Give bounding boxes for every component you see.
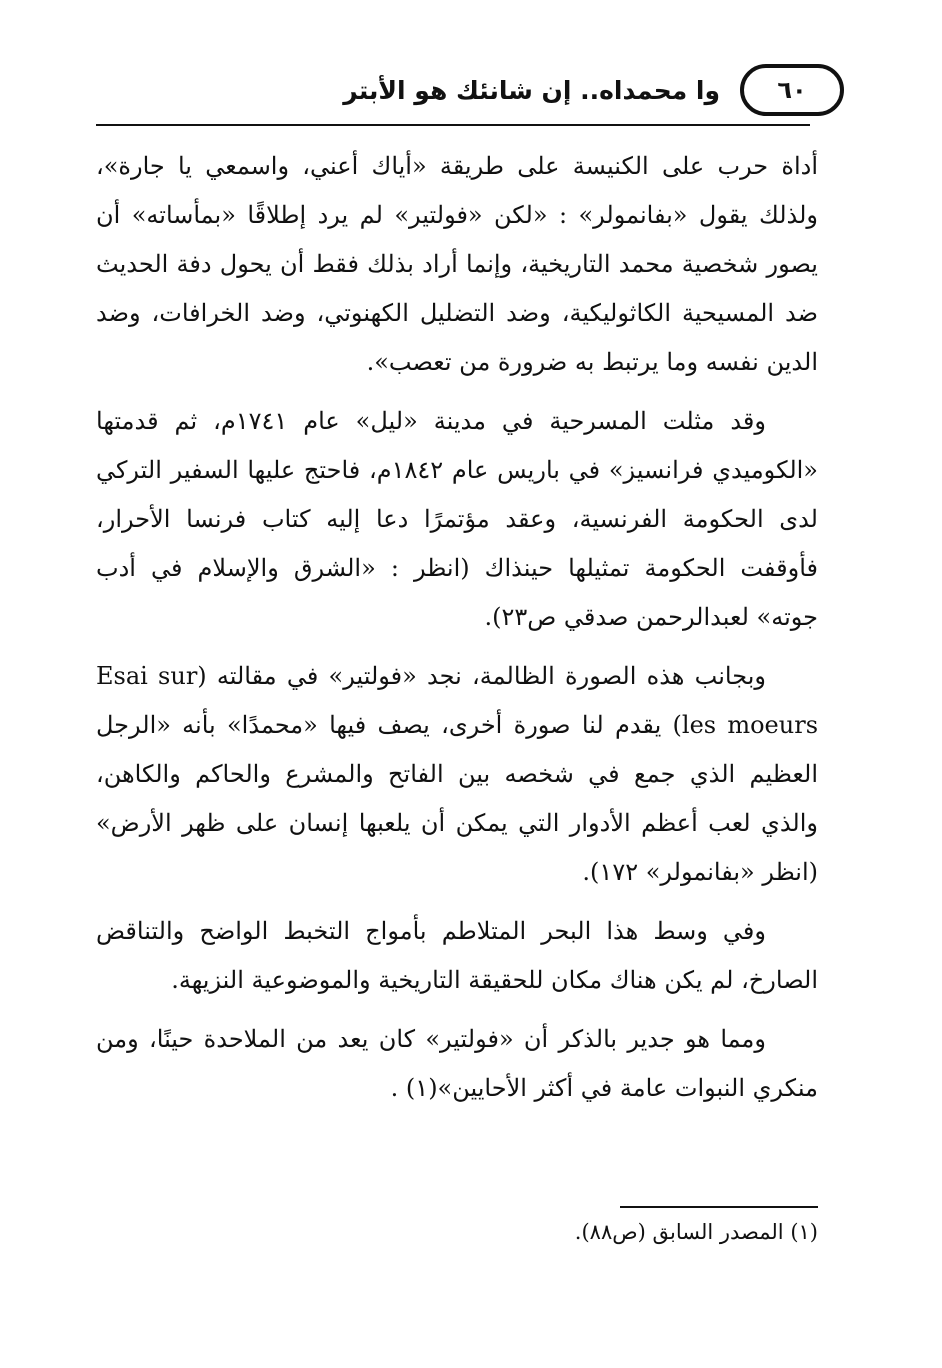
- paragraph-3: وبجانب هذه الصورة الظالمة، نجد «فولتير» في مقالته (Esai sur les moeurs) يقدم لنا صورة أخرى، يصف فيها «محمدًا» بأنه «الرجل العظيم الذي جمع في شخصه بين الفاتح والمشرع والحاكم والكاهن، والذي لعب أعظم الأدوار التي يمكن أن يلعبها إنسان على ظهر الأرض» (انظر «بفانمولر» ١٧٢).: [96, 662, 819, 886]
- paragraph-1: أداة حرب على الكنيسة على طريقة «أياك أعني، واسمعي يا جارة»، ولذلك يقول «بفانمولر» : «لكن «فولتير» لم يرد إطلاقًا «بمأساته» أن يصور شخصية محمد التاريخية، وإنما أراد بذلك فقط أن يحول دفة الحديث ضد المسيحية الكاثوليكية، وضد التضليل الكهنوتي، وضد الخرافات، وضد الدين نفسه وما يرتبط به ضرورة من تعصب».: [96, 152, 818, 376]
- footnote: (١) المصدر السابق (ص٨٨).: [574, 1220, 818, 1244]
- running-title: وا محمداه.. إن شانئك هو الأبتر: [343, 76, 720, 105]
- paragraph-4: وفي وسط هذا البحر المتلاطم بأمواج التخبط الواضح والتناقض الصارخ، لم يكن هناك مكان للحقيقة التاريخية والموضوعية النزيهة.: [96, 917, 818, 994]
- page-header: [84, 58, 844, 126]
- body-text: [96, 142, 818, 1123]
- paragraph-5: ومما هو جدير بالذكر أن «فولتير» كان يعد من الملاحدة حينًا، ومن منكري النبوات عامة في أكثر الأحايين»(١) .: [96, 1025, 818, 1102]
- footnote-divider: [620, 1206, 818, 1208]
- header-divider: [96, 124, 810, 126]
- page-number: ٦٠: [740, 64, 844, 116]
- paragraph-2: وقد مثلت المسرحية في مدينة «ليل» عام ١٧٤١م، ثم قدمتها «الكوميدي فرانسيز» في باريس عام ١٨٤٢م، فاحتج عليها السفير التركي لدى الحكومة الفرنسية، وعقد مؤتمرًا دعا إليه كتاب فرنسا الأحرار، فأوقفت الحكومة تمثيلها حينذاك (انظر : «الشرق والإسلام في أدب جوته» لعبدالرحمن صدقي ص٢٣).: [96, 407, 818, 631]
